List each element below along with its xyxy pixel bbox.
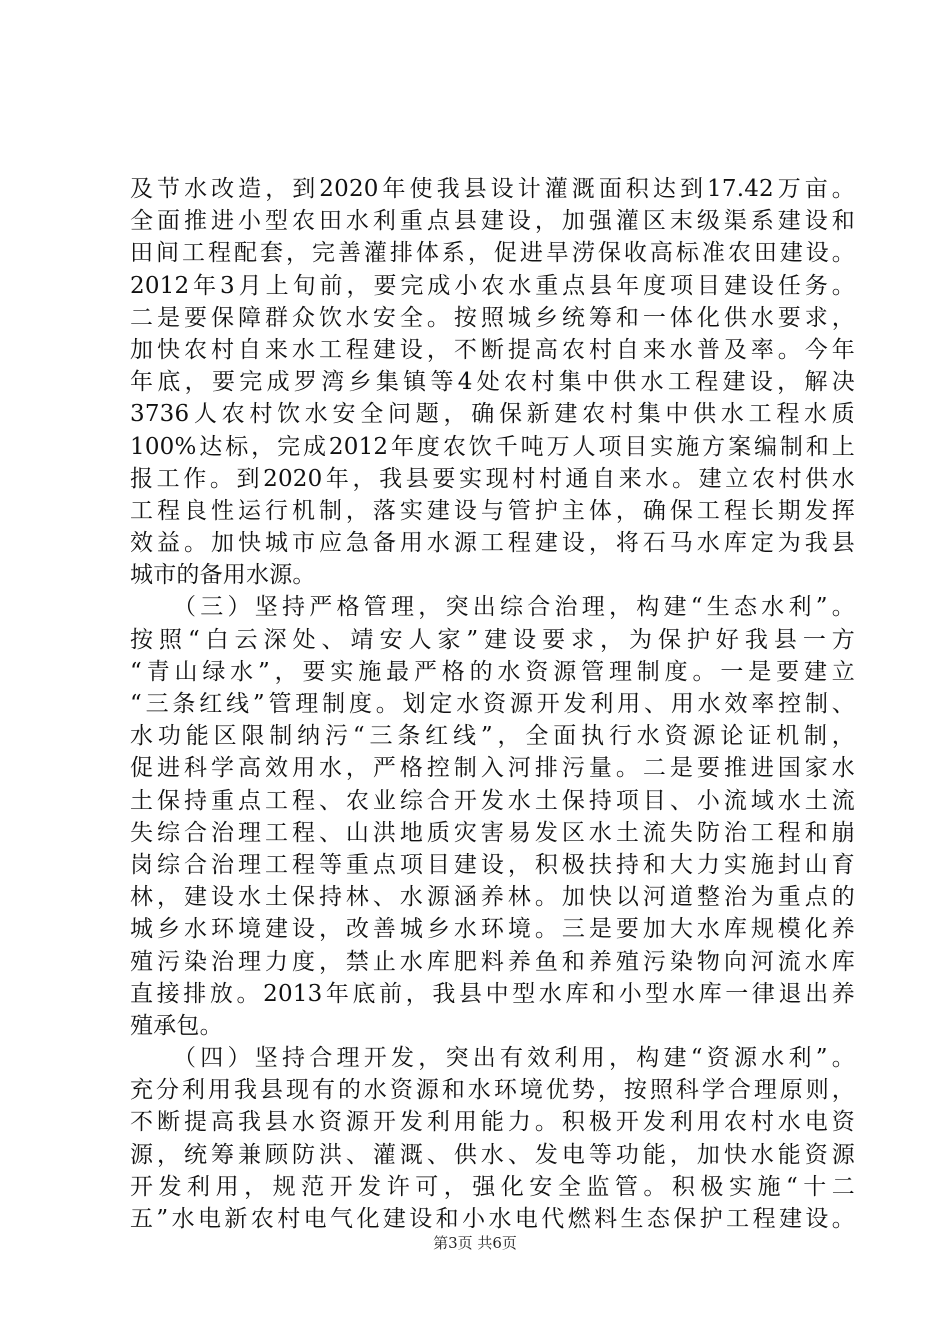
text-line: 开发利用，规范开发许可，强化安全监管。积极实施“十二	[130, 1173, 855, 1200]
text-line: 充分利用我县现有的水资源和水环境优势，按照科学合理原则，	[130, 1077, 855, 1104]
text-line: 3736人农村饮水安全问题，确保新建农村集中供水工程水质	[130, 401, 855, 428]
text-line: 2012年3月上旬前，要完成小农水重点县年度项目建设任务。	[130, 272, 855, 299]
text-line: “青山绿水”，要实施最严格的水资源管理制度。一是要建立	[130, 658, 855, 685]
text-line: 报工作。到2020年，我县要实现村村通自来水。建立农村供水	[130, 465, 855, 492]
text-line: 效益。加快城市应急备用水源工程建设，将石马水库定为我县	[130, 530, 855, 557]
text-line: 直接排放。2013年底前，我县中型水库和小型水库一律退出养	[130, 980, 855, 1007]
text-line: 100%达标，完成2012年度农饮千吨万人项目实施方案编制和上	[130, 433, 855, 460]
text-line: 工程良性运行机制，落实建设与管护主体，确保工程长期发挥	[130, 497, 855, 524]
text-line: 不断提高我县水资源开发利用能力。积极开发利用农村水电资	[130, 1109, 855, 1136]
text-line: 城市的备用水源。	[130, 562, 316, 589]
text-line: 二是要保障群众饮水安全。按照城乡统筹和一体化供水要求，	[130, 304, 855, 331]
text-line: 田间工程配套，完善灌排体系，促进旱涝保收高标准农田建设。	[130, 240, 855, 267]
text-line: 失综合治理工程、山洪地质灾害易发区水土流失防治工程和崩	[130, 819, 855, 846]
text-line: 城乡水环境建设，改善城乡水环境。三是要加大水库规模化养	[130, 916, 855, 943]
text-line: 土保持重点工程、农业综合开发水土保持项目、小流域水土流	[130, 787, 855, 814]
text-line: （四）坚持合理开发，突出有效利用，构建“资源水利”。	[130, 1045, 855, 1072]
text-line: 五”水电新农村电气化建设和小水电代燃料生态保护工程建设。	[130, 1206, 855, 1232]
text-line: 水功能区限制纳污“三条红线”，全面执行水资源论证机制，	[130, 723, 855, 750]
text-line: 年底，要完成罗湾乡集镇等4处农村集中供水工程建设，解决	[130, 369, 855, 396]
page-footer: 第3页 共6页	[433, 1234, 517, 1252]
body-text	[130, 173, 855, 1235]
text-line: “三条红线”管理制度。划定水资源开发利用、用水效率控制、	[130, 691, 855, 717]
text-line: 殖承包。	[130, 1012, 223, 1039]
text-line: 按照“白云深处、靖安人家”建设要求，为保护好我县一方	[130, 626, 855, 653]
text-line: 及节水改造，到2020年使我县设计灌溉面积达到17.42万亩。	[130, 176, 855, 202]
text-line: 源，统筹兼顾防洪、灌溉、供水、发电等功能，加快水能资源	[130, 1141, 855, 1168]
text-line: 殖污染治理力度，禁止水库肥料养鱼和养殖污染物向河流水库	[130, 948, 855, 975]
text-line: 岗综合治理工程等重点项目建设，积极扶持和大力实施封山育	[130, 851, 855, 878]
text-line: 全面推进小型农田水利重点县建设，加强灌区末级渠系建设和	[130, 208, 855, 235]
text-line: 加快农村自来水工程建设，不断提高农村自来水普及率。今年	[130, 336, 855, 363]
text-line: （三）坚持严格管理，突出综合治理，构建“生态水利”。	[130, 594, 855, 621]
text-line: 促进科学高效用水，严格控制入河排污量。二是要推进国家水	[130, 755, 855, 782]
text-line: 林，建设水土保持林、水源涵养林。加快以河道整治为重点的	[130, 884, 855, 911]
